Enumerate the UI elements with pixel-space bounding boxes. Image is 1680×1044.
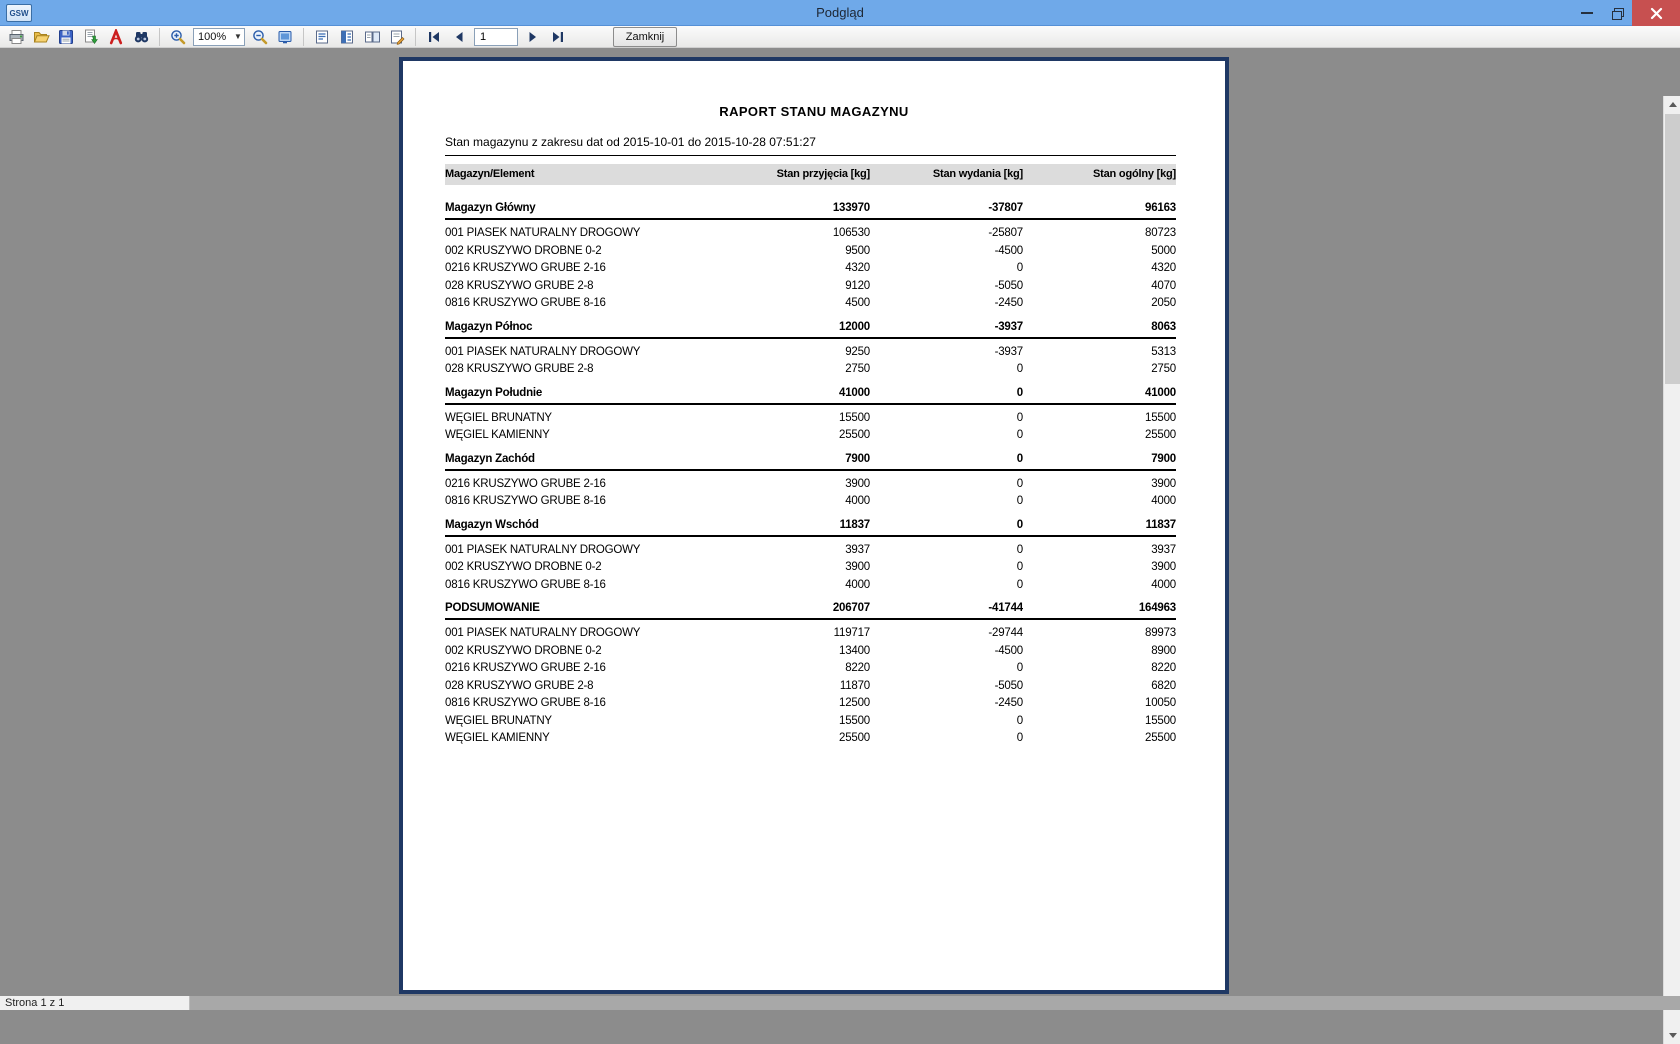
cell-value: 4320 xyxy=(1151,262,1176,274)
toolbar xyxy=(0,26,1680,48)
vertical-scrollbar[interactable] xyxy=(1663,96,1680,1044)
cell-name: 0816 KRUSZYWO GRUBE 8-16 xyxy=(445,697,606,709)
cell-value: 11837 xyxy=(1145,518,1176,531)
statusbar xyxy=(0,996,1680,1010)
report-table xyxy=(445,155,1176,754)
cell-value: 25500 xyxy=(1145,732,1176,744)
zoom-level-select[interactable] xyxy=(193,28,245,46)
cell-value: 9500 xyxy=(845,244,870,257)
item-row xyxy=(445,695,1176,713)
cell-value: 0 xyxy=(1016,429,1023,441)
view-page-setup-button[interactable] xyxy=(312,27,332,47)
minimize-button[interactable] xyxy=(1572,0,1602,26)
cell-value: 25500 xyxy=(1145,429,1176,441)
export-page-icon xyxy=(83,29,99,45)
save-button[interactable] xyxy=(56,27,76,47)
minimize-icon xyxy=(1581,12,1593,14)
export-button[interactable] xyxy=(81,27,101,47)
cell-value: 0 xyxy=(1016,411,1023,424)
maximize-restore-button[interactable] xyxy=(1602,0,1632,26)
cell-value: 164963 xyxy=(1138,602,1176,614)
find-button[interactable] xyxy=(131,27,151,47)
prev-page-icon xyxy=(451,29,467,45)
item-row xyxy=(445,476,1176,494)
cell-value: 13400 xyxy=(839,644,870,657)
cell-value: -37807 xyxy=(988,202,1023,214)
item-row xyxy=(445,625,1176,643)
cell-value: -4500 xyxy=(994,644,1023,657)
cell-value: 11870 xyxy=(839,679,870,692)
report-subtitle: Stan magazynu z zakresu dat od 2015-10-01 do 2015-10-28 07:51:27 xyxy=(445,135,816,149)
page-sidebar-icon xyxy=(339,29,355,45)
cell-value: -5050 xyxy=(994,679,1023,692)
cell-name: 0816 KRUSZYWO GRUBE 8-16 xyxy=(445,578,606,591)
cell-value: 9250 xyxy=(845,345,870,358)
cell-value: 8220 xyxy=(1151,662,1176,674)
app-icon: GSW xyxy=(6,4,32,22)
cell-value: 11837 xyxy=(839,518,870,531)
cell-value: 5000 xyxy=(1151,244,1176,257)
window-title: Podgląd xyxy=(816,5,864,20)
item-row xyxy=(445,295,1176,313)
toolbar-separator xyxy=(159,28,160,46)
column-header: Magazyn/Element xyxy=(445,168,535,180)
last-page-icon xyxy=(550,29,566,45)
cell-value: 4000 xyxy=(845,495,870,507)
cell-value: 15500 xyxy=(1145,411,1176,424)
cell-value: 3900 xyxy=(1151,477,1176,490)
pdf-acrobat-icon xyxy=(108,29,124,45)
cell-value: 133970 xyxy=(832,202,870,214)
cell-name: Magazyn Główny xyxy=(445,202,536,214)
open-folder-icon xyxy=(33,29,50,45)
nav-next-page-button[interactable] xyxy=(523,27,543,47)
cell-value: 6820 xyxy=(1151,679,1176,692)
section-total-row xyxy=(445,200,1176,220)
cell-name: WĘGIEL BRUNATNY xyxy=(445,714,552,727)
cell-value: 7900 xyxy=(845,452,870,465)
pdf-button[interactable] xyxy=(106,27,126,47)
cell-value: 4320 xyxy=(845,262,870,274)
cell-name: WĘGIEL KAMIENNY xyxy=(445,732,550,744)
cell-value: -25807 xyxy=(988,227,1023,239)
cell-value: 0 xyxy=(1016,518,1023,531)
zoom-out-button[interactable] xyxy=(250,27,270,47)
scroll-up-button[interactable] xyxy=(1664,96,1680,113)
cell-name: 001 PIASEK NATURALNY DROGOWY xyxy=(445,345,641,358)
cell-value: -2450 xyxy=(994,297,1023,309)
column-header: Stan przyjęcia [kg] xyxy=(776,168,870,180)
cell-name: 0216 KRUSZYWO GRUBE 2-16 xyxy=(445,662,606,674)
cell-name: 001 PIASEK NATURALNY DROGOWY xyxy=(445,543,641,556)
cell-value: 3900 xyxy=(845,561,870,573)
item-row xyxy=(445,225,1176,243)
cell-name: 002 KRUSZYWO DROBNE 0-2 xyxy=(445,644,602,657)
save-floppy-icon xyxy=(58,29,74,45)
print-icon xyxy=(8,29,25,45)
titlebar xyxy=(0,0,1680,26)
cell-value: 3937 xyxy=(845,543,870,556)
item-row xyxy=(445,678,1176,696)
close-icon xyxy=(1650,7,1663,20)
cell-value: 15500 xyxy=(1145,714,1176,727)
item-row xyxy=(445,559,1176,577)
section-total-row xyxy=(445,600,1176,620)
item-row xyxy=(445,713,1176,731)
arrow-up-icon xyxy=(1669,102,1677,107)
page-status: Strona 1 z 1 xyxy=(0,996,190,1010)
cell-value: 89973 xyxy=(1145,627,1176,639)
cell-value: 25500 xyxy=(839,732,870,744)
cell-value: 80723 xyxy=(1145,227,1176,239)
preview-workspace xyxy=(0,48,1680,996)
view-facing-pages-button[interactable] xyxy=(362,27,382,47)
cell-value: 0 xyxy=(1016,561,1023,573)
cell-name: WĘGIEL KAMIENNY xyxy=(445,429,550,441)
restore-icon xyxy=(1612,8,1623,18)
zoom-in-button[interactable] xyxy=(168,27,188,47)
cell-value: 7900 xyxy=(1151,452,1176,465)
cell-value: 4000 xyxy=(1151,578,1176,591)
cell-name: Magazyn Północ xyxy=(445,320,533,333)
item-row xyxy=(445,344,1176,362)
facing-pages-icon xyxy=(364,29,381,45)
section-total-row xyxy=(445,385,1176,405)
cell-value: 0 xyxy=(1016,714,1023,727)
cell-value: 0 xyxy=(1016,477,1023,490)
item-row xyxy=(445,260,1176,278)
cell-value: 9120 xyxy=(845,279,870,292)
item-row xyxy=(445,278,1176,296)
report-table-body xyxy=(445,200,1176,754)
cell-value: 12500 xyxy=(839,697,870,709)
cell-name: 028 KRUSZYWO GRUBE 2-8 xyxy=(445,679,594,692)
cell-value: 0 xyxy=(1016,543,1023,556)
cell-value: -41744 xyxy=(988,602,1023,614)
cell-value: -3937 xyxy=(994,345,1023,358)
view-edit-button[interactable] xyxy=(387,27,407,47)
cell-value: 41000 xyxy=(839,386,870,399)
cell-value: 0 xyxy=(1016,732,1023,744)
cell-value: 41000 xyxy=(1145,386,1176,399)
page-fit-button[interactable] xyxy=(275,27,295,47)
cell-value: -29744 xyxy=(988,627,1023,639)
cell-name: 0216 KRUSZYWO GRUBE 2-16 xyxy=(445,262,606,274)
cell-name: PODSUMOWANIE xyxy=(445,602,540,614)
print-button[interactable] xyxy=(6,27,26,47)
cell-name: 0816 KRUSZYWO GRUBE 8-16 xyxy=(445,297,606,309)
close-preview-button[interactable]: Zamknij xyxy=(613,27,677,47)
cell-value: 2750 xyxy=(1151,363,1176,375)
report-title: RAPORT STANU MAGAZYNU xyxy=(719,104,909,119)
section-gap xyxy=(445,748,1176,754)
cell-value: 0 xyxy=(1016,452,1023,465)
cell-name: Magazyn Zachód xyxy=(445,452,535,465)
cell-value: 3900 xyxy=(845,477,870,490)
cell-value: 2750 xyxy=(845,363,870,375)
toolbar-separator xyxy=(415,28,416,46)
cell-value: 4070 xyxy=(1151,279,1176,292)
cell-value: -4500 xyxy=(994,244,1023,257)
binoculars-icon xyxy=(133,29,150,45)
cell-value: 5313 xyxy=(1151,345,1176,358)
item-row xyxy=(445,427,1176,445)
chevron-down-icon: ▼ xyxy=(234,32,242,41)
arrow-down-icon xyxy=(1669,1033,1677,1038)
cell-value: 119717 xyxy=(833,627,870,639)
table-header-row xyxy=(445,164,1176,185)
item-row xyxy=(445,730,1176,748)
cell-name: 028 KRUSZYWO GRUBE 2-8 xyxy=(445,279,594,292)
report-page xyxy=(399,57,1229,994)
zoom-in-icon xyxy=(170,29,186,45)
cell-name: 001 PIASEK NATURALNY DROGOWY xyxy=(445,627,641,639)
open-button[interactable] xyxy=(31,27,51,47)
section-total-row xyxy=(445,319,1176,339)
cell-value: 25500 xyxy=(839,429,870,441)
item-row xyxy=(445,542,1176,560)
scrollbar-thumb[interactable] xyxy=(1665,114,1680,384)
toolbar-separator xyxy=(303,28,304,46)
cell-value: 12000 xyxy=(839,320,870,333)
cell-value: 3937 xyxy=(1151,543,1176,556)
nav-last-page-button[interactable] xyxy=(548,27,568,47)
cell-value: 15500 xyxy=(839,411,870,424)
cell-name: Magazyn Południe xyxy=(445,386,543,399)
cell-value: 0 xyxy=(1016,662,1023,674)
cell-name: WĘGIEL BRUNATNY xyxy=(445,411,552,424)
nav-first-page-button[interactable] xyxy=(424,27,444,47)
close-window-button[interactable] xyxy=(1632,0,1680,26)
cell-value: -5050 xyxy=(994,279,1023,292)
cell-value: 8063 xyxy=(1151,320,1176,333)
cell-name: 028 KRUSZYWO GRUBE 2-8 xyxy=(445,363,594,375)
cell-value: 4000 xyxy=(1151,495,1176,507)
column-header: Stan ogólny [kg] xyxy=(1093,168,1176,180)
zoom-level-value: 100% xyxy=(198,30,227,43)
item-row xyxy=(445,361,1176,379)
view-outline-button[interactable] xyxy=(337,27,357,47)
cell-value: 8900 xyxy=(1151,644,1176,657)
cell-name: 001 PIASEK NATURALNY DROGOWY xyxy=(445,227,641,239)
first-page-icon xyxy=(426,29,442,45)
cell-value: 0 xyxy=(1016,363,1023,375)
cell-value: 4500 xyxy=(845,297,870,309)
page-lines-icon xyxy=(314,29,330,45)
cell-value: 2050 xyxy=(1151,297,1176,309)
cell-value: 8220 xyxy=(845,662,870,674)
cell-name: 002 KRUSZYWO DROBNE 0-2 xyxy=(445,561,602,573)
cell-name: Magazyn Wschód xyxy=(445,518,539,531)
cell-value: 206707 xyxy=(832,602,870,614)
cell-value: 106530 xyxy=(832,227,870,239)
cell-value: 10050 xyxy=(1145,697,1176,709)
page-number-input[interactable] xyxy=(474,28,518,46)
page-fit-icon xyxy=(277,29,293,45)
item-row xyxy=(445,660,1176,678)
item-row xyxy=(445,410,1176,428)
cell-name: 0816 KRUSZYWO GRUBE 8-16 xyxy=(445,495,606,507)
nav-prev-page-button[interactable] xyxy=(449,27,469,47)
section-total-row xyxy=(445,451,1176,471)
scroll-down-button[interactable] xyxy=(1664,1027,1680,1044)
item-row xyxy=(445,577,1176,595)
column-header: Stan wydania [kg] xyxy=(932,168,1023,180)
cell-value: 0 xyxy=(1016,386,1023,399)
cell-value: 0 xyxy=(1016,578,1023,591)
item-row xyxy=(445,493,1176,511)
zoom-out-icon xyxy=(252,29,268,45)
cell-value: 4000 xyxy=(845,578,870,591)
cell-value: 0 xyxy=(1016,262,1023,274)
cell-value: 96163 xyxy=(1145,202,1176,214)
item-row xyxy=(445,643,1176,661)
cell-value: 3900 xyxy=(1151,561,1176,573)
cell-value: -3937 xyxy=(994,320,1023,333)
cell-value: -2450 xyxy=(994,697,1023,709)
cell-value: 0 xyxy=(1016,495,1023,507)
item-row xyxy=(445,243,1176,261)
cell-name: 0216 KRUSZYWO GRUBE 2-16 xyxy=(445,477,606,490)
cell-value: 15500 xyxy=(839,714,870,727)
page-edit-pencil-icon xyxy=(389,29,405,45)
next-page-icon xyxy=(525,29,541,45)
section-total-row xyxy=(445,517,1176,537)
cell-name: 002 KRUSZYWO DROBNE 0-2 xyxy=(445,244,602,257)
